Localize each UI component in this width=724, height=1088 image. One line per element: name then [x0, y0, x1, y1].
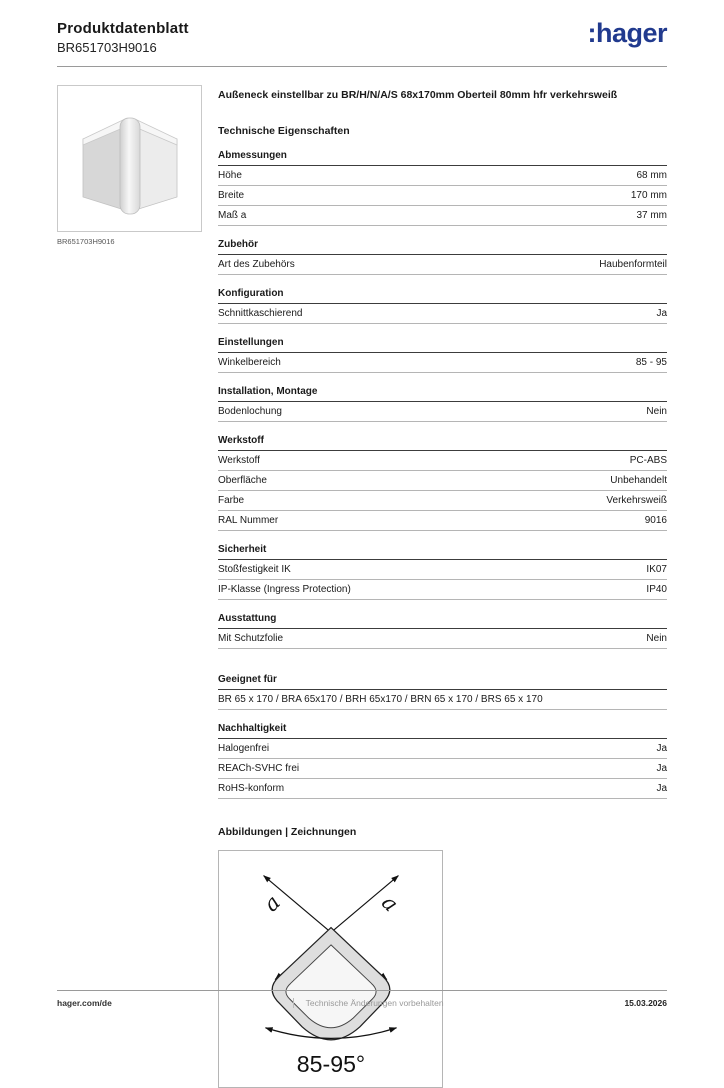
page-footer — [57, 990, 667, 1008]
footer-row — [57, 990, 667, 1008]
footer-notice: Technische Änderungen vorbehalten — [293, 998, 444, 1008]
spec-section — [218, 150, 667, 226]
spec-value: Ja — [656, 742, 667, 754]
angle-range-label: 85-95° — [296, 1051, 365, 1078]
spec-row — [218, 255, 667, 275]
technical-drawing — [218, 850, 443, 1088]
spec-row — [218, 511, 667, 531]
spec-value: Nein — [646, 405, 667, 417]
spec-row — [218, 353, 667, 373]
spec-row — [218, 560, 667, 580]
spec-row — [218, 759, 667, 779]
spec-section-title: Ausstattung — [218, 613, 667, 629]
product-image — [57, 85, 202, 232]
product-image-column — [57, 85, 202, 1088]
spec-label: Werkstoff — [218, 454, 260, 466]
spec-section-title: Geeignet für — [218, 674, 667, 690]
spec-section-title: Zubehör — [218, 239, 667, 255]
spec-section-title: Werkstoff — [218, 435, 667, 451]
footer-date: 15.03.2026 — [624, 998, 667, 1008]
dimension-a-label-left: a — [257, 889, 285, 917]
spec-label: RAL Nummer — [218, 514, 279, 526]
spec-section-title: Konfiguration — [218, 288, 667, 304]
spec-section — [218, 674, 667, 710]
spec-row — [218, 451, 667, 471]
spec-row — [218, 739, 667, 759]
spec-label: Stoßfestigkeit IK — [218, 563, 291, 575]
spec-label: Oberfläche — [218, 474, 267, 486]
spec-section-title: Sicherheit — [218, 544, 667, 560]
spec-row — [218, 779, 667, 799]
hager-logo: :hager — [587, 18, 667, 48]
spec-label: Mit Schutzfolie — [218, 632, 284, 644]
spec-label: Art des Zubehörs — [218, 258, 295, 270]
spec-label: Farbe — [218, 494, 245, 506]
spec-section — [218, 386, 667, 422]
spec-value: PC-ABS — [629, 454, 667, 466]
dimension-a-label-right: a — [376, 889, 404, 917]
spec-label: BR 65 x 170 / BRA 65x170 / BRH 65x170 / BRN 65 x 170 / BRS 65 x 170 — [218, 693, 543, 705]
spec-label: Winkelbereich — [218, 356, 281, 368]
spec-section — [218, 337, 667, 373]
spec-row — [218, 690, 667, 710]
footer-website-link[interactable]: hager.com/de — [57, 998, 112, 1008]
product-image-caption: BR651703H9016 — [57, 237, 115, 246]
spec-section — [218, 435, 667, 531]
spec-section-title: Einstellungen — [218, 337, 667, 353]
spec-value: Unbehandelt — [610, 474, 667, 486]
spec-label: IP-Klasse (Ingress Protection) — [218, 583, 351, 595]
spec-row — [218, 471, 667, 491]
spec-value: Ja — [656, 307, 667, 319]
page-title: Produktdatenblatt — [57, 20, 189, 37]
spec-value: IK07 — [646, 563, 667, 575]
page-header — [57, 20, 667, 55]
spec-label: REACh-SVHC frei — [218, 762, 300, 774]
spec-section-title: Installation, Montage — [218, 386, 667, 402]
spec-value: 170 mm — [630, 189, 667, 201]
spec-row — [218, 206, 667, 226]
spec-value: 68 mm — [636, 169, 667, 181]
corner-piece-render-image — [65, 94, 195, 224]
tech-properties-heading: Technische Eigenschaften — [218, 125, 350, 138]
spec-section — [218, 239, 667, 275]
spec-value: 37 mm — [636, 209, 667, 221]
spec-value: Ja — [656, 762, 667, 774]
corner-angle-drawing — [225, 856, 437, 1082]
spec-value: Ja — [656, 782, 667, 794]
spec-section — [218, 544, 667, 600]
header-titles — [57, 20, 189, 55]
spec-row — [218, 491, 667, 511]
spec-row — [218, 629, 667, 649]
spec-row — [218, 186, 667, 206]
spec-section — [218, 723, 667, 799]
spec-label: Bodenlochung — [218, 405, 282, 417]
spec-section-title: Nachhaltigkeit — [218, 723, 667, 739]
spec-value: Verkehrsweiß — [606, 494, 667, 506]
spec-value: 85 - 95 — [635, 356, 667, 368]
header-divider — [57, 66, 667, 67]
product-description: Außeneck einstellbar zu BR/H/N/A/S 68x170mm Oberteil 80mm hfr verkehrsweiß — [218, 89, 618, 101]
spec-section — [218, 613, 667, 649]
spec-row — [218, 580, 667, 600]
spec-label: Breite — [218, 189, 245, 201]
spec-sections — [218, 150, 667, 799]
spec-section-title: Abmessungen — [218, 150, 667, 166]
spec-value: Nein — [646, 632, 667, 644]
drawings-heading: Abbildungen | Zeichnungen — [218, 826, 357, 839]
product-number: BR651703H9016 — [57, 40, 157, 55]
spec-section — [218, 288, 667, 324]
spec-label: RoHS-konform — [218, 782, 285, 794]
spec-column — [218, 85, 667, 1088]
main-content — [57, 85, 667, 1088]
spec-row — [218, 402, 667, 422]
spec-row — [218, 166, 667, 186]
spec-label: Schnittkaschierend — [218, 307, 303, 319]
spec-label: Maß a — [218, 209, 247, 221]
spec-row — [218, 304, 667, 324]
spec-label: Höhe — [218, 169, 242, 181]
spec-value: 9016 — [644, 514, 667, 526]
spec-value: IP40 — [646, 583, 667, 595]
spec-label: Halogenfrei — [218, 742, 270, 754]
spec-value: Haubenformteil — [599, 258, 667, 270]
